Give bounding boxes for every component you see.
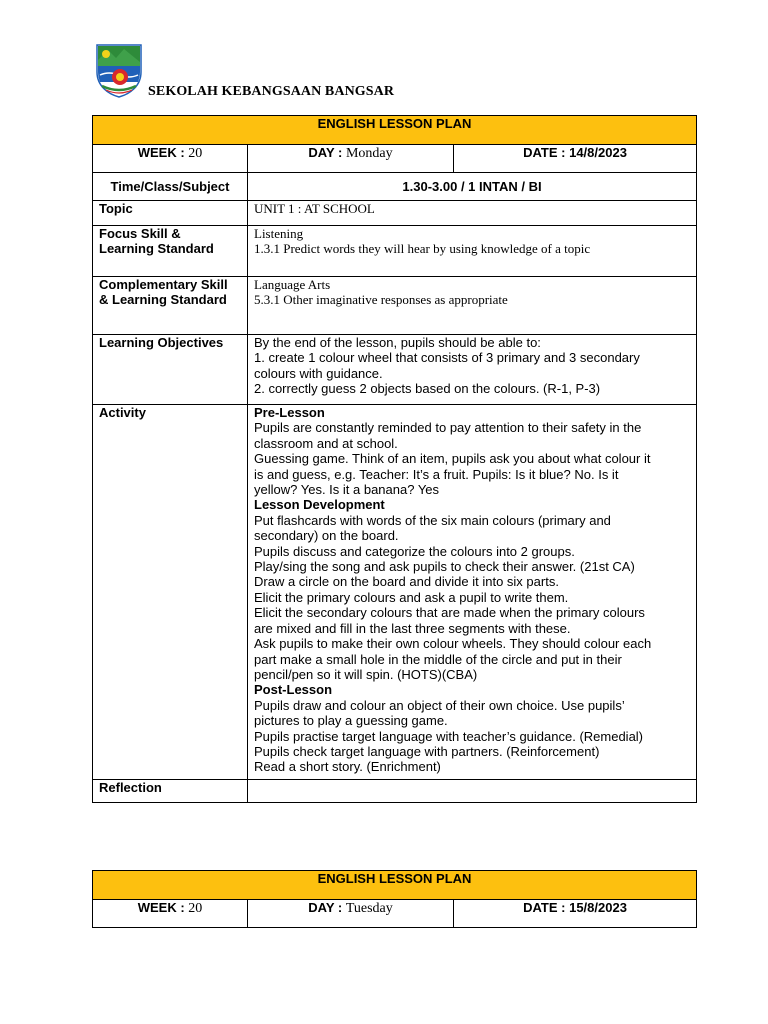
plan-header-row	[93, 871, 697, 900]
week-label: WEEK :	[137, 145, 185, 160]
lesson-development-line: are mixed and fill in the last three segments with these.	[254, 620, 571, 636]
reflection-label: Reflection	[93, 780, 248, 803]
focus-skill: Listening	[254, 226, 304, 241]
week-cell	[93, 145, 248, 173]
lesson-development-line: secondary) on the board.	[254, 528, 399, 544]
complementary-label-line-2: & Learning Standard	[99, 292, 227, 308]
objectives-label: Learning Objectives	[93, 335, 248, 405]
focus-row	[93, 226, 697, 277]
day-label: DAY :	[308, 145, 343, 160]
date-cell: DATE : 14/8/2023	[454, 145, 697, 173]
lesson-development-line: Ask pupils to make their own colour wheels. They should colour each	[254, 636, 652, 652]
week-value: 20	[188, 146, 203, 161]
complementary-standard: 5.3.1 Other imaginative responses as appropriate	[254, 292, 508, 308]
focus-content	[248, 226, 697, 277]
post-lesson-line: Read a short story. (Enrichment)	[254, 759, 441, 775]
complementary-label	[93, 277, 248, 335]
plan-header: ENGLISH LESSON PLAN	[93, 116, 697, 145]
focus-label-line-2: Learning Standard	[99, 241, 214, 257]
lesson-development-line: Draw a circle on the board and divide it into six parts.	[254, 574, 559, 590]
objective-line: 2. correctly guess 2 objects based on the colours. (R-1, P-3)	[254, 381, 601, 397]
pre-lesson-line: classroom and at school.	[254, 435, 398, 451]
time-value: 1.30-3.00 / 1 INTAN / BI	[248, 173, 697, 201]
lesson-development-line: Pupils discuss and categorize the colours into 2 groups.	[254, 543, 575, 559]
objectives-row	[93, 335, 697, 405]
lesson-development-line: part make a small hole in the middle of the circle and put in their	[254, 651, 622, 667]
lesson-development-line: Elicit the secondary colours that are made when the primary colours	[254, 605, 645, 621]
week-row	[93, 145, 697, 173]
day-cell	[248, 145, 454, 173]
lesson-development-line: pencil/pen so it will spin. (HOTS)(CBA)	[254, 666, 478, 682]
school-logo	[94, 42, 144, 98]
week-row	[93, 900, 697, 928]
time-label: Time/Class/Subject	[93, 173, 248, 201]
pre-lesson-line: Pupils are constantly reminded to pay attention to their safety in the	[254, 420, 642, 436]
pre-lesson-line: yellow? Yes. Is it a banana? Yes	[254, 482, 440, 498]
objective-line: 1. create 1 colour wheel that consists of 3 primary and 3 secondary	[254, 350, 640, 366]
day-cell	[248, 900, 454, 928]
post-lesson-line: Pupils draw and colour an object of their own choice. Use pupils’	[254, 697, 625, 713]
pre-lesson-line: is and guess, e.g. Teacher: It’s a fruit. Pupils: Is it blue? No. Is it	[254, 466, 619, 482]
topic-value: UNIT 1 : AT SCHOOL	[248, 201, 697, 226]
pre-lesson-line: Guessing game. Think of an item, pupils ask you about what colour it	[254, 451, 651, 467]
plan-header-row	[93, 116, 697, 145]
week-value: 20	[188, 901, 203, 916]
focus-label	[93, 226, 248, 277]
post-lesson-line: Pupils practise target language with teacher’s guidance. (Remedial)	[254, 728, 644, 744]
objectives-content	[248, 335, 697, 405]
reflection-value	[248, 780, 697, 803]
activity-label: Activity	[93, 405, 248, 780]
reflection-row	[93, 780, 697, 803]
lesson-development-line: Elicit the primary colours and ask a pupil to write them.	[254, 589, 569, 605]
week-cell	[93, 900, 248, 928]
date-cell: DATE : 15/8/2023	[454, 900, 697, 928]
lesson-development-title: Lesson Development	[254, 497, 385, 513]
complementary-content	[248, 277, 697, 335]
pre-lesson-title: Pre-Lesson	[254, 405, 325, 420]
topic-label: Topic	[93, 201, 248, 226]
focus-standard: 1.3.1 Predict words they will hear by using knowledge of a topic	[254, 241, 591, 257]
objective-line: By the end of the lesson, pupils should be able to:	[254, 335, 541, 350]
post-lesson-title: Post-Lesson	[254, 682, 333, 698]
activity-row	[93, 405, 697, 780]
lesson-development-line: Put flashcards with words of the six main colours (primary and	[254, 512, 611, 528]
post-lesson-line: pictures to play a guessing game.	[254, 713, 448, 729]
focus-label-line-1: Focus Skill &	[99, 226, 181, 241]
activity-content	[248, 405, 697, 780]
week-label: WEEK :	[137, 900, 185, 915]
objective-line: colours with guidance.	[254, 365, 383, 381]
day-value: Tuesday	[345, 901, 393, 916]
time-row	[93, 173, 697, 201]
lesson-plan-table-2	[92, 870, 697, 928]
plan-header: ENGLISH LESSON PLAN	[93, 871, 697, 900]
post-lesson-line: Pupils check target language with partners. (Reinforcement)	[254, 743, 600, 759]
complementary-label-line-1: Complementary Skill	[99, 277, 228, 292]
lesson-development-line: Play/sing the song and ask pupils to check their answer. (21st CA)	[254, 559, 635, 575]
day-value: Monday	[345, 146, 393, 161]
complementary-row	[93, 277, 697, 335]
lesson-plan-table-1	[92, 115, 697, 803]
topic-row	[93, 201, 697, 226]
school-name: SEKOLAH KEBANGSAAN BANGSAR	[148, 84, 395, 99]
complementary-skill: Language Arts	[254, 277, 331, 292]
day-label: DAY :	[308, 900, 343, 915]
